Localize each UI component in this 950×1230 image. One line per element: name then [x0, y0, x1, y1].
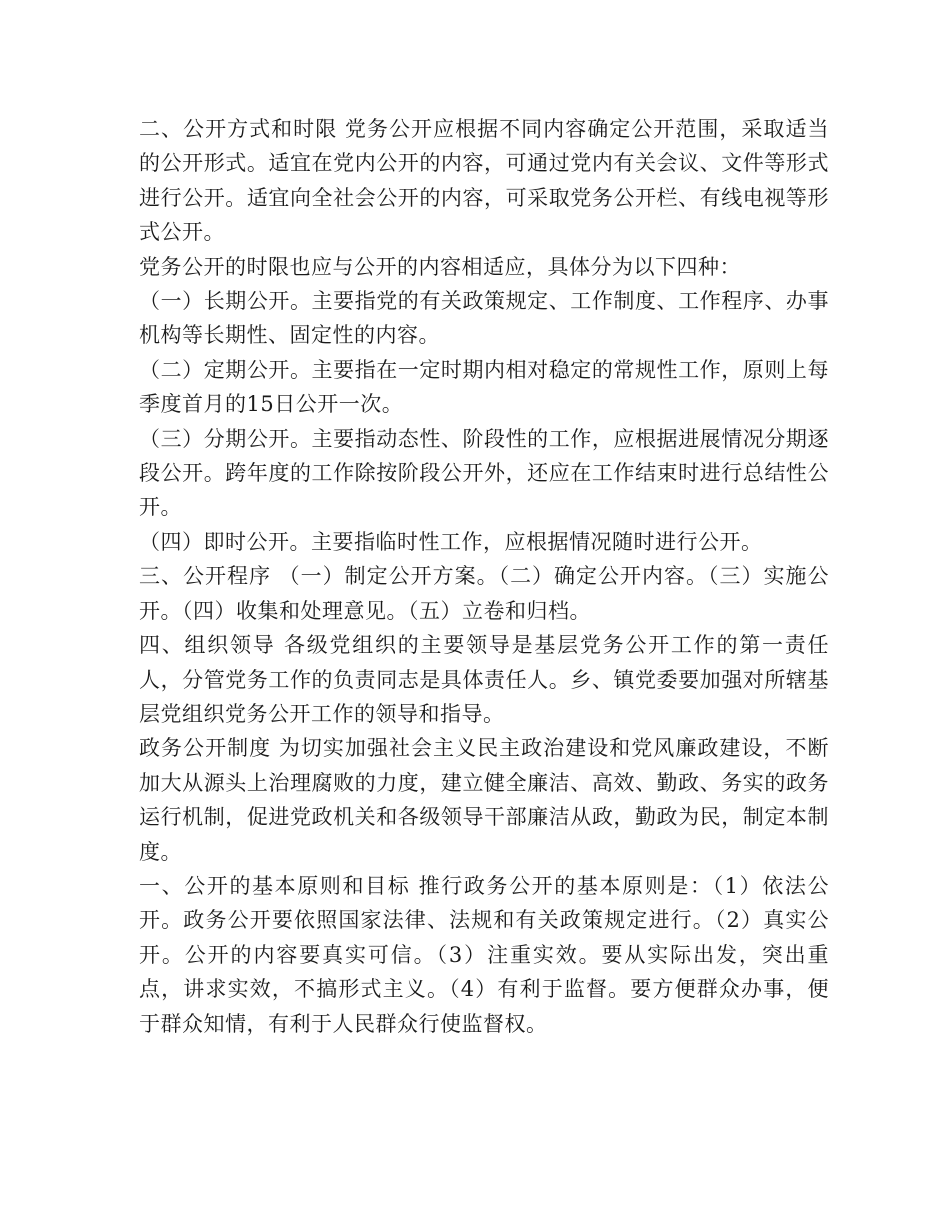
paragraph-disclosure-procedure: 三、公开程序 （一）制定公开方案。（二）确定公开内容。（三）实施公开。（四）收集和处理意见。（五）立卷和归档。	[139, 564, 829, 623]
paragraph-periodic-disclosure: （二）定期公开。主要指在一定时期内相对稳定的常规性工作，原则上每季度首月的15日公开一次。	[139, 357, 829, 417]
paragraph-disclosure-methods: 二、公开方式和时限 党务公开应根据不同内容确定公开范围，采取适当的公开形式。适宜在党内公开的内容，可通过党内有关会议、文件等形式进行公开。适宜向全社会公开的内容，可采取党务公开栏、有线电视等形式公开。	[139, 117, 829, 245]
paragraph-basic-principles: 一、公开的基本原则和目标 推行政务公开的基本原则是：（1）依法公开。政务公开要依照国家法律、法规和有关政策规定进行。（2）真实公开。公开的内容要真实可信。（3）注重实效。要从实际出发，突出重点，讲求实效，不搞形式主义。（4）有利于监督。要方便群众办事，便于群众知情，有利于人民群众行使监督权。	[139, 873, 829, 1036]
document-body	[139, 112, 829, 1041]
paragraph-time-limits-intro: 党务公开的时限也应与公开的内容相适应，具体分为以下四种：	[139, 254, 741, 279]
paragraph-organizational-leadership: 四、组织领导 各级党组织的主要领导是基层党务公开工作的第一责任人，分管党务工作的负责同志是具体责任人。乡、镇党委要加强对所辖基层党组织党务公开工作的领导和指导。	[139, 633, 829, 726]
paragraph-immediate-disclosure: （四）即时公开。主要指临时性工作，应根据情况随时进行公开。	[139, 529, 763, 554]
paragraph-government-affairs-system: 政务公开制度 为切实加强社会主义民主政治建设和党风廉政建设，不断加大从源头上治理腐败的力度，建立健全廉洁、高效、勤政、务实的政务运行机制，促进党政机关和各级领导干部廉洁从政，勤政为民，制定本制度。	[139, 736, 829, 864]
paragraph-phased-disclosure: （三）分期公开。主要指动态性、阶段性的工作，应根据进展情况分期逐段公开。跨年度的工作除按阶段公开外，还应在工作结束时进行总结性公开。	[139, 426, 829, 520]
paragraph-long-term-disclosure: （一）长期公开。主要指党的有关政策规定、工作制度、工作程序、办事机构等长期性、固定性的内容。	[139, 289, 829, 348]
